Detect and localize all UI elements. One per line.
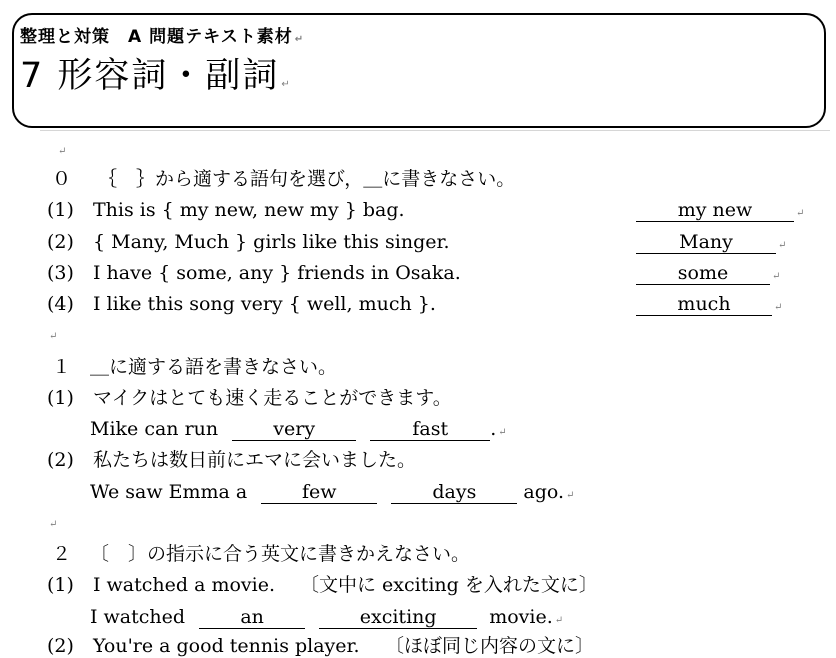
answer-blank: much — [636, 293, 772, 316]
answer-blank: some — [636, 262, 770, 285]
document-title: 7 形容詞・副詞 ↵ — [20, 56, 292, 96]
answer-blank: Many — [636, 231, 776, 254]
document-subtitle: 整理と対策 A 問題テキスト素材 ↵ — [20, 27, 305, 47]
answer-blank: days — [391, 481, 517, 504]
header-divider — [40, 130, 830, 131]
answer-blank: fast — [370, 418, 490, 441]
answer-blank: few — [261, 481, 377, 504]
answer-blank: very — [232, 418, 356, 441]
answer-blank: an — [199, 606, 305, 629]
answer-blank: my new — [636, 199, 794, 222]
answer-blank: exciting — [319, 606, 477, 629]
